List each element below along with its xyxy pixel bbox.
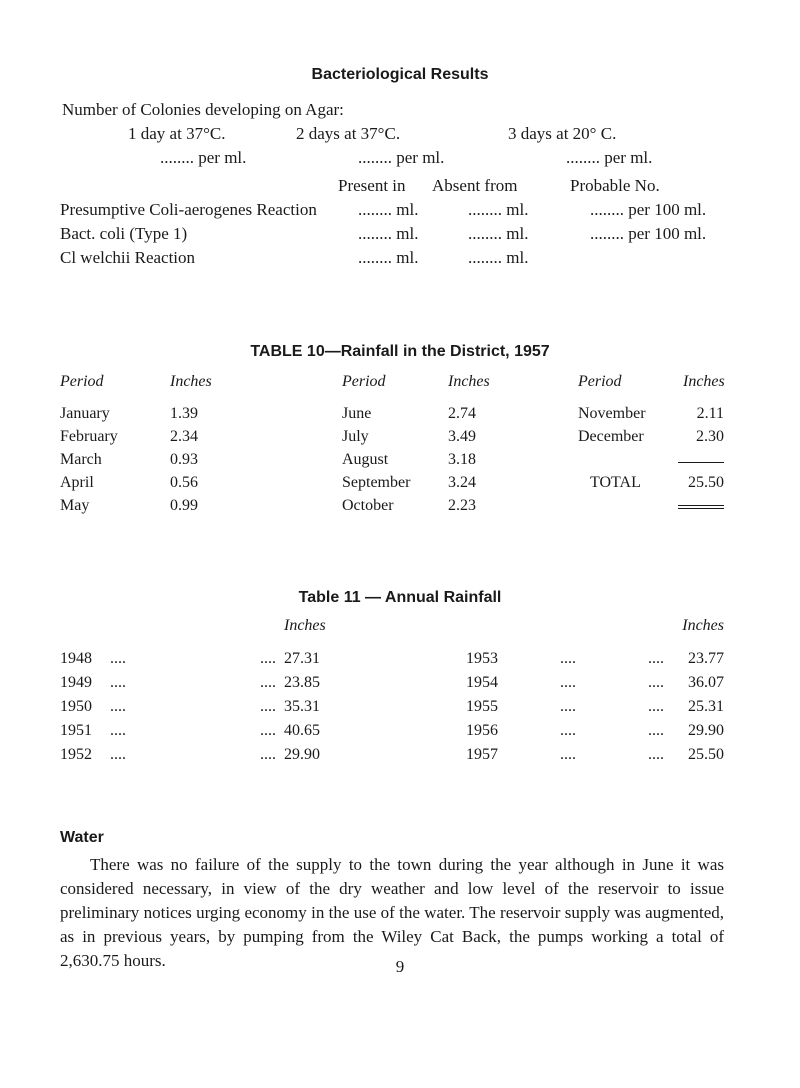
leader-dots: .... bbox=[110, 650, 126, 667]
table10-period: May bbox=[60, 497, 90, 514]
table10-period: January bbox=[60, 405, 110, 422]
page-number: 9 bbox=[395, 957, 405, 976]
table10-total-label: TOTAL bbox=[590, 474, 641, 491]
header-absent: Absent from bbox=[432, 176, 518, 195]
table10-period: August bbox=[342, 451, 389, 468]
table10-inches: 0.93 bbox=[170, 451, 198, 468]
incubation-label-3: 3 days at 20° C. bbox=[508, 124, 617, 143]
table11-year: 1951 bbox=[60, 722, 92, 739]
incubation-unit-2: ........ per ml. bbox=[358, 148, 445, 167]
row-probable: ........ per 100 ml. bbox=[590, 200, 707, 219]
row-present: ........ ml. bbox=[358, 224, 419, 243]
table10-inches: 3.49 bbox=[448, 428, 476, 445]
table11-inches: 27.31 bbox=[284, 650, 320, 667]
leader-dots: .... bbox=[260, 722, 276, 739]
leader-dots: .... bbox=[560, 722, 576, 739]
table10-subtotal-rule bbox=[678, 462, 724, 463]
header-probable: Probable No. bbox=[570, 176, 660, 195]
table11-inches: 35.31 bbox=[284, 698, 320, 715]
table10-inches: 0.56 bbox=[170, 474, 198, 491]
leader-dots: .... bbox=[260, 650, 276, 667]
leader-dots: .... bbox=[560, 698, 576, 715]
row-absent: ........ ml. bbox=[468, 200, 529, 219]
table11-inches: 29.90 bbox=[284, 746, 320, 763]
table10-inches: 2.74 bbox=[448, 405, 476, 422]
table10-header-inches: Inches bbox=[448, 373, 490, 390]
table11-year: 1948 bbox=[60, 650, 92, 667]
leader-dots: .... bbox=[260, 674, 276, 691]
table10-period: October bbox=[342, 497, 394, 514]
table11-inches: 40.65 bbox=[284, 722, 320, 739]
table11-header-inches-right: Inches bbox=[682, 617, 724, 634]
leader-dots: .... bbox=[110, 722, 126, 739]
table10-period: February bbox=[60, 428, 118, 445]
row-absent: ........ ml. bbox=[468, 224, 529, 243]
row-name: Bact. coli (Type 1) bbox=[60, 224, 188, 243]
leader-dots: .... bbox=[110, 674, 126, 691]
table11-year: 1955 bbox=[466, 698, 498, 715]
table11-inches: 25.31 bbox=[688, 698, 724, 715]
table10-inches: 3.24 bbox=[448, 474, 476, 491]
table10-period: March bbox=[60, 451, 102, 468]
table11-year: 1952 bbox=[60, 746, 92, 763]
table11-year: 1949 bbox=[60, 674, 92, 691]
incubation-label-2: 2 days at 37°C. bbox=[296, 124, 401, 143]
incubation-unit-3: ........ per ml. bbox=[566, 148, 653, 167]
row-name: Presumptive Coli-aerogenes Reaction bbox=[60, 200, 317, 219]
table10-total-value: 25.50 bbox=[688, 474, 724, 491]
table10-period: June bbox=[342, 405, 372, 422]
table10-inches: 2.11 bbox=[696, 405, 724, 422]
row-name: Cl welchii Reaction bbox=[60, 248, 196, 267]
table10-header-period: Period bbox=[578, 373, 622, 390]
table10-inches: 2.34 bbox=[170, 428, 198, 445]
leader-dots: .... bbox=[648, 674, 664, 691]
table11-year: 1953 bbox=[466, 650, 498, 667]
row-present: ........ ml. bbox=[358, 248, 419, 267]
colonies-intro: Number of Colonies developing on Agar: bbox=[62, 100, 344, 119]
table10-header-inches: Inches bbox=[683, 373, 725, 390]
row-probable: ........ per 100 ml. bbox=[590, 224, 707, 243]
table11-year: 1954 bbox=[466, 674, 498, 691]
table10-inches: 2.30 bbox=[696, 428, 724, 445]
table10-total-double-rule bbox=[678, 505, 724, 506]
table10-inches: 1.39 bbox=[170, 405, 198, 422]
table11-header-inches-left: Inches bbox=[284, 617, 326, 634]
table10-period: April bbox=[60, 474, 94, 491]
row-absent: ........ ml. bbox=[468, 248, 529, 267]
leader-dots: .... bbox=[560, 674, 576, 691]
leader-dots: .... bbox=[648, 698, 664, 715]
table11-inches: 29.90 bbox=[688, 722, 724, 739]
row-present: ........ ml. bbox=[358, 200, 419, 219]
leader-dots: .... bbox=[648, 746, 664, 763]
water-paragraph: There was no failure of the supply to the town during the year although in June it was considered necessary, in view of the dry weather and low level of the reservoir to issue preliminary notices urging economy in the use of the water. The reservoir supply was augmented, as in previous years, by pumping from the Wiley Cat Back, the pumps working a total of 2,630.75 hours. bbox=[60, 855, 724, 970]
table10-header-period: Period bbox=[342, 373, 386, 390]
table11-year: 1950 bbox=[60, 698, 92, 715]
table11-inches: 23.77 bbox=[688, 650, 724, 667]
water-heading: Water bbox=[60, 829, 104, 846]
table11-year: 1956 bbox=[466, 722, 498, 739]
table10-inches: 2.23 bbox=[448, 497, 476, 514]
table10-period: November bbox=[578, 405, 646, 422]
table11-year: 1957 bbox=[466, 746, 498, 763]
table10-period: December bbox=[578, 428, 644, 445]
leader-dots: .... bbox=[648, 650, 664, 667]
table10-inches: 3.18 bbox=[448, 451, 476, 468]
leader-dots: .... bbox=[110, 698, 126, 715]
leader-dots: .... bbox=[560, 746, 576, 763]
table10-inches: 0.99 bbox=[170, 497, 198, 514]
bacteriological-title: Bacteriological Results bbox=[311, 66, 489, 83]
table10-period: July bbox=[342, 428, 369, 445]
leader-dots: .... bbox=[110, 746, 126, 763]
header-present: Present in bbox=[338, 176, 406, 195]
table10-header-period: Period bbox=[60, 373, 104, 390]
incubation-label-1: 1 day at 37°C. bbox=[128, 124, 226, 143]
leader-dots: .... bbox=[560, 650, 576, 667]
table11-inches: 36.07 bbox=[688, 674, 724, 691]
table11-inches: 23.85 bbox=[284, 674, 320, 691]
table11-title: Table 11 — Annual Rainfall bbox=[298, 589, 502, 606]
leader-dots: .... bbox=[260, 746, 276, 763]
table10-total-double-rule bbox=[678, 508, 724, 509]
table10-title: TABLE 10—Rainfall in the District, 1957 bbox=[250, 343, 550, 360]
table10-period: September bbox=[342, 474, 411, 491]
table10-header-inches: Inches bbox=[170, 373, 212, 390]
incubation-unit-1: ........ per ml. bbox=[160, 148, 247, 167]
table11-inches: 25.50 bbox=[688, 746, 724, 763]
leader-dots: .... bbox=[648, 722, 664, 739]
leader-dots: .... bbox=[260, 698, 276, 715]
